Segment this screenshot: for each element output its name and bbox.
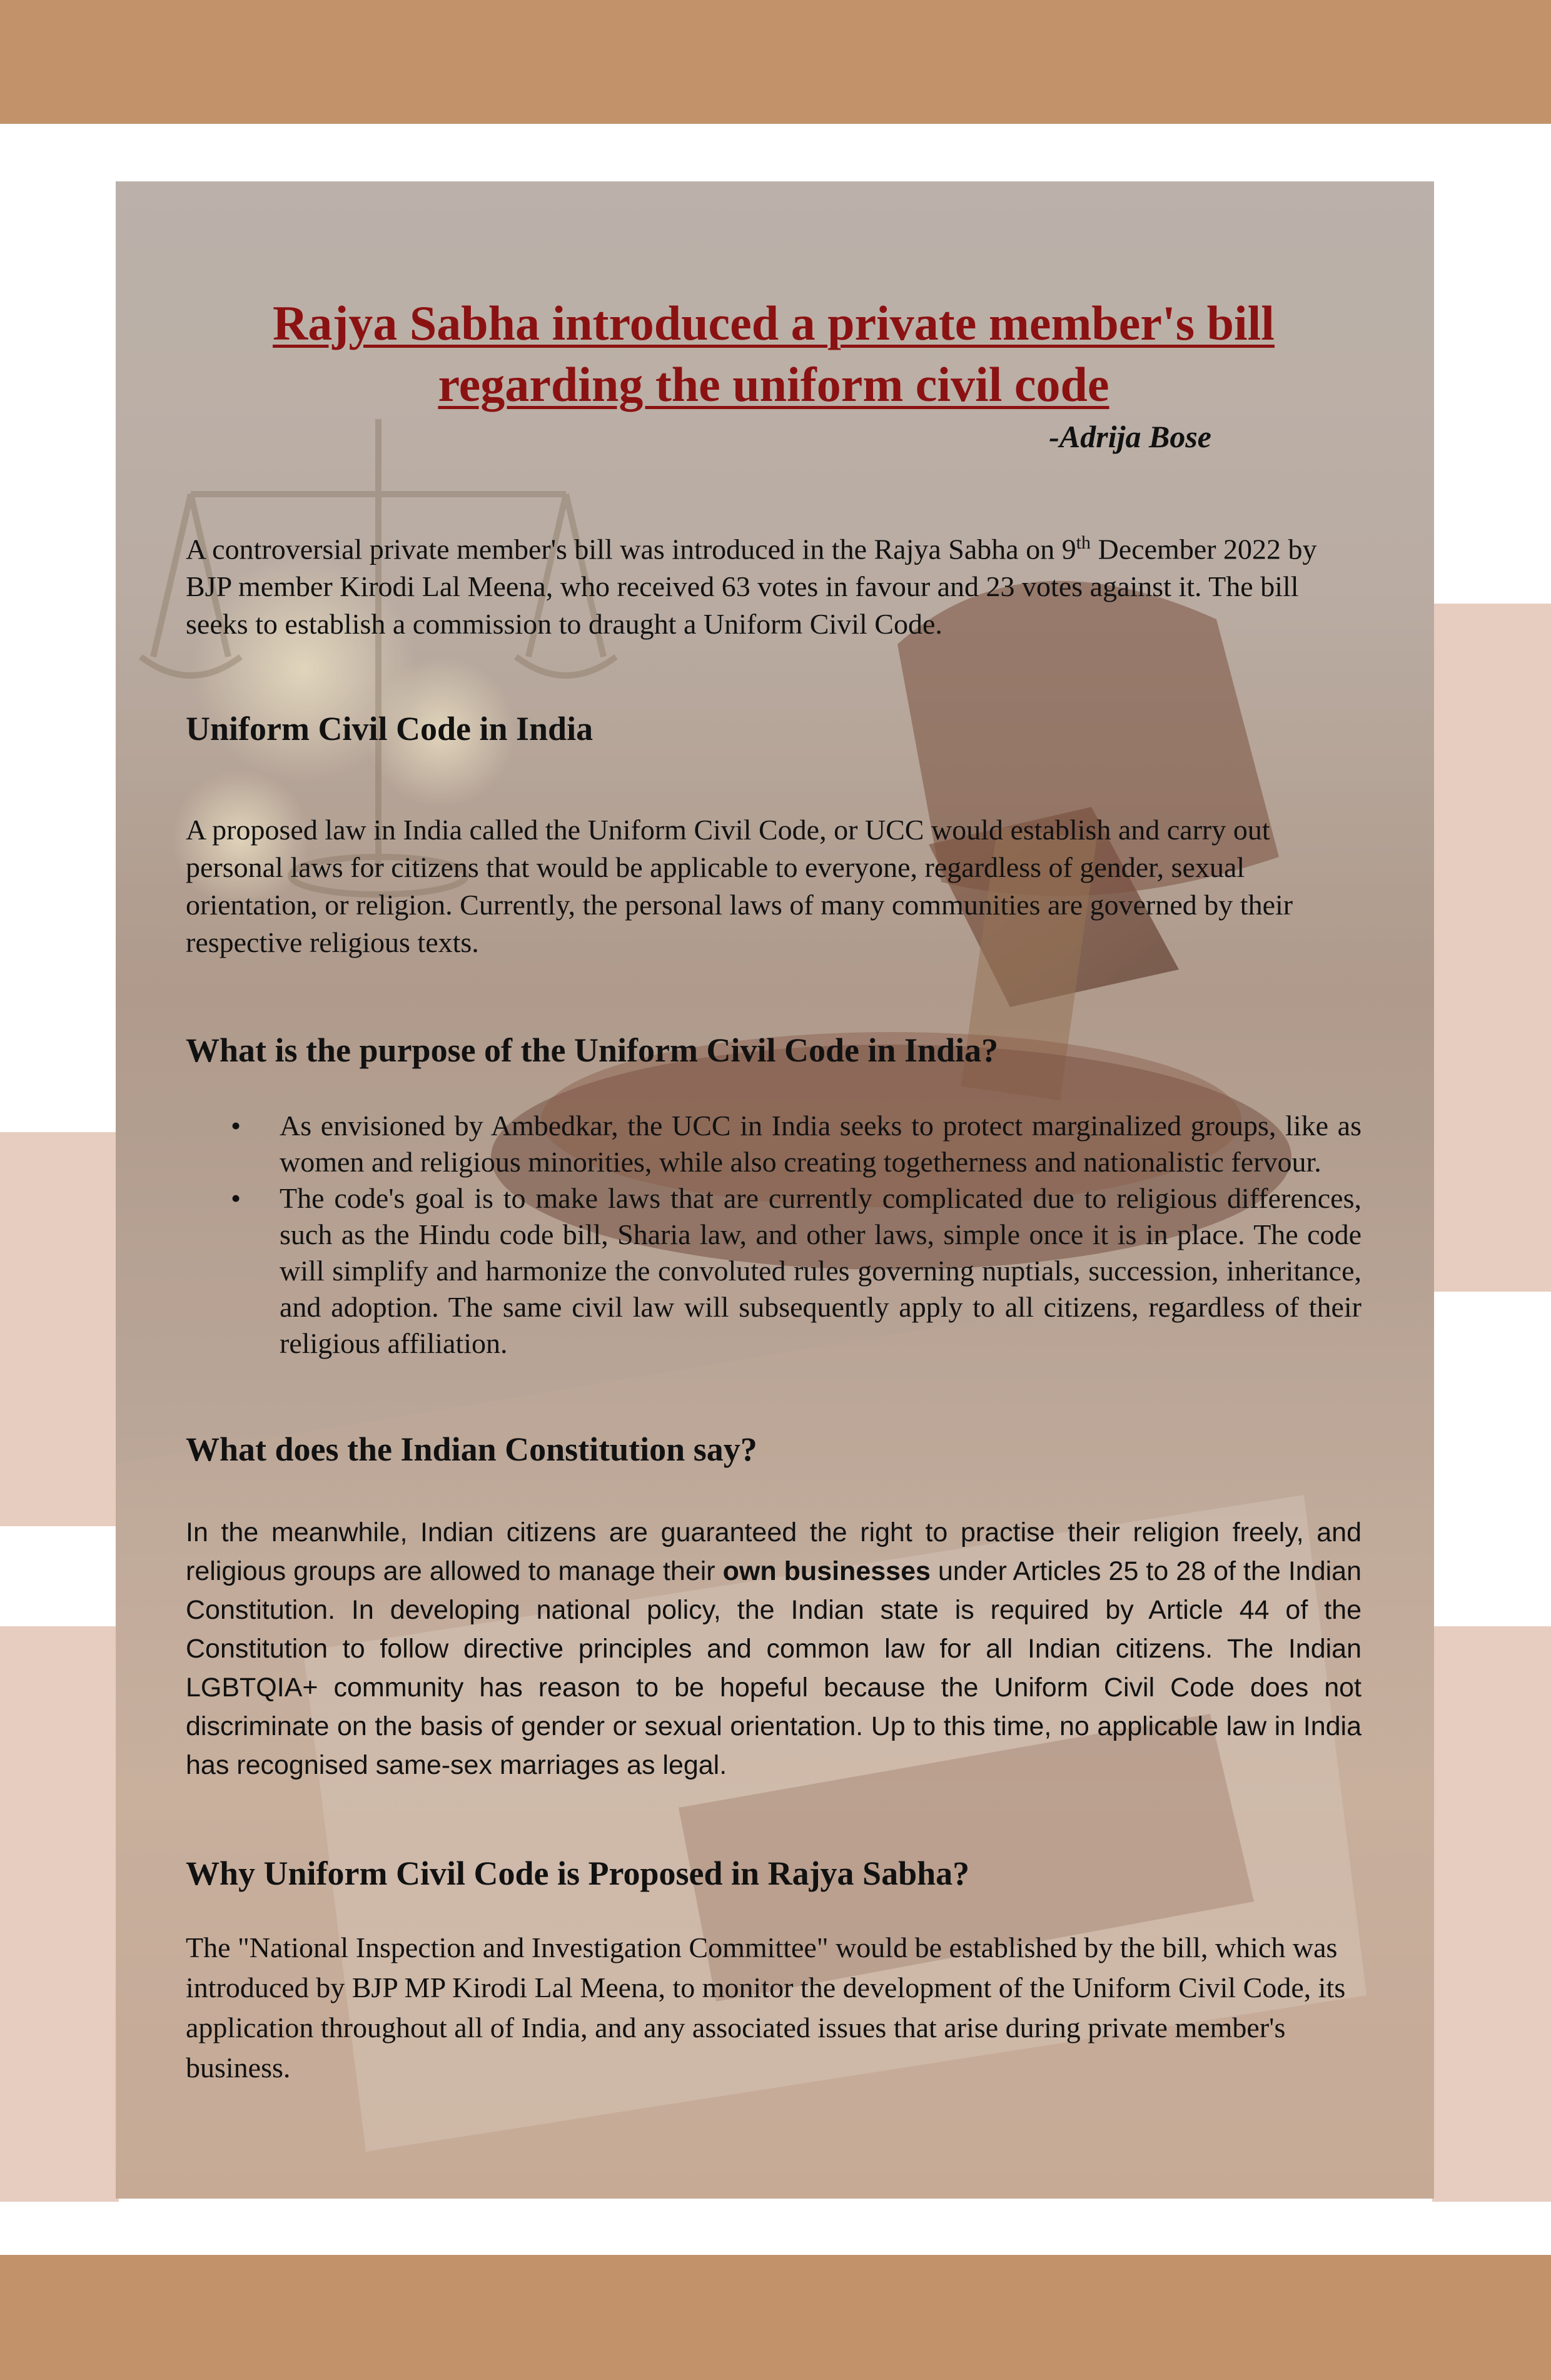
heading-constitution: What does the Indian Constitution say? xyxy=(186,1431,757,1469)
list-item xyxy=(231,1180,1362,1362)
heading-why-proposed: Why Uniform Civil Code is Proposed in Rajya Sabha? xyxy=(186,1855,970,1893)
decor-block-right-upper xyxy=(1432,604,1551,1292)
bullet-icon: • xyxy=(231,1182,241,1215)
constitution-bold-phrase: own businesses xyxy=(722,1556,931,1587)
top-band xyxy=(0,0,1551,124)
intro-paragraph xyxy=(186,524,1336,643)
decor-block-left-upper xyxy=(0,1132,119,1526)
decor-block-right-lower xyxy=(1432,1626,1551,2202)
constitution-paragraph xyxy=(186,1513,1362,1785)
bullet-text: As envisioned by Ambedkar, the UCC in India seeks to protect marginalized groups, like as women and religious minorities, while also creating togetherness and nationalistic fervour. xyxy=(280,1110,1362,1178)
article-author: -Adrija Bose xyxy=(1049,419,1211,454)
constitution-text-end: under Articles 25 to 28 of the Indian Constitution. In developing national policy, the Indian state is required by Article 44 of the Constitution to follow directive principles and common law for all Indian citizens. The Indian LGBTQIA+ community has reason to be hopeful because the Uniform Civil Code does not discriminate on the basis of gender or sexual orientation. Up to this time, no applicable law in India has recognised same-sex marriages as legal. xyxy=(186,1556,1362,1781)
article-title: Rajya Sabha introduced a private member's bill regarding the uniform civil code xyxy=(273,296,1275,412)
intro-text-end: December 2022 by BJP member Kirodi Lal Meena, who received 63 votes in favour and 23 votes against it. The bill seeks to establish a commission to draught a Uniform Civil Code. xyxy=(186,533,1317,641)
heading-purpose: What is the purpose of the Uniform Civil Code in India? xyxy=(186,1031,999,1070)
bullet-text: The code's goal is to make laws that are currently complicated due to religious differences, such as the Hindu code bill, Sharia law, and other laws, simple once it is in place. The code will simplify and harmonize the convoluted rules governing nuptials, succession, inheritance, and adoption. The same civil law will subsequently apply to all citizens, regardless of their religious affiliation. xyxy=(280,1182,1362,1360)
purpose-bullet-list xyxy=(186,1108,1362,1362)
constitution-text-start: In the meanwhile, Indian citizens are guaranteed the right to practise their religion freely, and religious groups are allowed to manage their xyxy=(186,1517,1362,1587)
intro-text-start: A controversial private member's bill was introduced in the Rajya Sabha on 9 xyxy=(186,533,1076,565)
why-paragraph: The "National Inspection and Investigation Committee" would be established by the bill, which was introduced by BJP MP Kirodi Lal Meena, to monitor the development of the Uniform Civil Code, its application throughout all of India, and any associated issues that arise during private member's business. xyxy=(186,1932,1346,2084)
article-content xyxy=(186,293,1362,2088)
bottom-band xyxy=(0,2255,1551,2380)
bullet-icon: • xyxy=(231,1110,241,1142)
list-item xyxy=(231,1108,1362,1180)
ucc-paragraph: A proposed law in India called the Uniform Civil Code, or UCC would establish and carry out personal laws for citizens that would be applicable to everyone, regardless of gender, sexual orientation, or religion. Currently, the personal laws of many communities are governed by their respective religious texts. xyxy=(186,814,1293,959)
intro-superscript: th xyxy=(1076,532,1091,553)
decor-block-left-lower xyxy=(0,1626,119,2202)
heading-ucc-in-india: Uniform Civil Code in India xyxy=(186,710,594,748)
